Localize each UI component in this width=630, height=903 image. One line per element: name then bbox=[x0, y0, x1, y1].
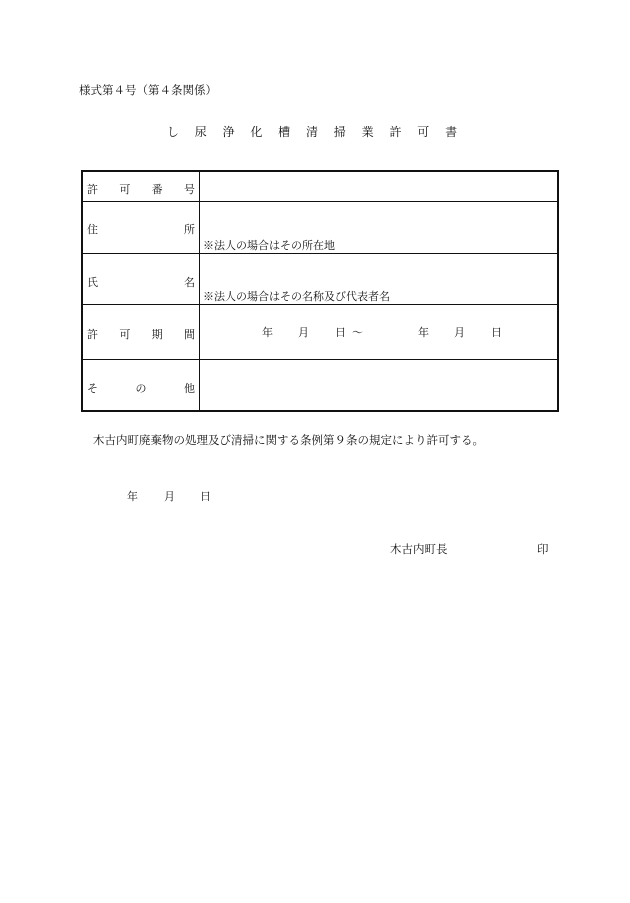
label-address bbox=[83, 202, 200, 253]
label-char: 期 bbox=[151, 328, 163, 341]
permit-statement: 木古内町廃棄物の処理及び清掃に関する条例第９条の規定により許可する。 bbox=[93, 433, 484, 447]
label-other bbox=[83, 360, 200, 410]
seal-mark: 印 bbox=[537, 542, 549, 556]
name-field[interactable] bbox=[200, 254, 557, 304]
permit-number-field[interactable] bbox=[200, 172, 557, 201]
label-char: 他 bbox=[184, 382, 195, 395]
table-row-name bbox=[83, 253, 557, 304]
form-number: 様式第４号（第４条関係） bbox=[79, 83, 217, 97]
issue-day: 日 bbox=[200, 490, 211, 503]
label-char: 名 bbox=[184, 276, 195, 289]
permit-period-field[interactable] bbox=[200, 305, 557, 359]
from-year: 年 bbox=[262, 326, 273, 339]
to-day: 日 bbox=[491, 326, 502, 339]
to-month: 月 bbox=[454, 326, 465, 339]
period-separator: 〜 bbox=[352, 326, 363, 339]
label-permit-period bbox=[83, 305, 200, 359]
label-char: 許 bbox=[87, 328, 98, 341]
label-char: 許 bbox=[87, 183, 98, 196]
mayor-title: 木古内町長 bbox=[390, 542, 448, 556]
table-row-permit-number bbox=[83, 172, 557, 201]
address-field[interactable] bbox=[200, 202, 557, 253]
label-char: 可 bbox=[119, 183, 131, 196]
issue-year: 年 bbox=[127, 490, 138, 503]
from-day: 日 bbox=[335, 326, 346, 339]
table-row-address bbox=[83, 201, 557, 253]
issue-month: 月 bbox=[164, 490, 175, 503]
to-year: 年 bbox=[418, 326, 429, 339]
label-permit-number bbox=[83, 172, 200, 201]
document-title: し 尿 浄 化 槽 清 掃 業 許 可 書 bbox=[166, 125, 464, 139]
label-char: の bbox=[135, 382, 147, 395]
label-char: 番 bbox=[151, 183, 163, 196]
label-char: 可 bbox=[119, 328, 131, 341]
table-row-permit-period bbox=[83, 304, 557, 359]
label-char: そ bbox=[87, 382, 98, 395]
table-row-other bbox=[83, 359, 557, 410]
label-char: 号 bbox=[183, 183, 195, 196]
label-char: 氏 bbox=[87, 276, 98, 289]
label-char: 間 bbox=[183, 328, 195, 341]
label-char: 住 bbox=[87, 223, 98, 236]
from-month: 月 bbox=[298, 326, 309, 339]
label-char: 所 bbox=[184, 223, 195, 236]
other-field[interactable] bbox=[200, 360, 557, 410]
address-note: ※法人の場合はその所在地 bbox=[203, 239, 335, 252]
label-name bbox=[83, 254, 200, 304]
name-note: ※法人の場合はその名称及び代表者名 bbox=[203, 290, 390, 303]
permit-table bbox=[81, 170, 559, 412]
